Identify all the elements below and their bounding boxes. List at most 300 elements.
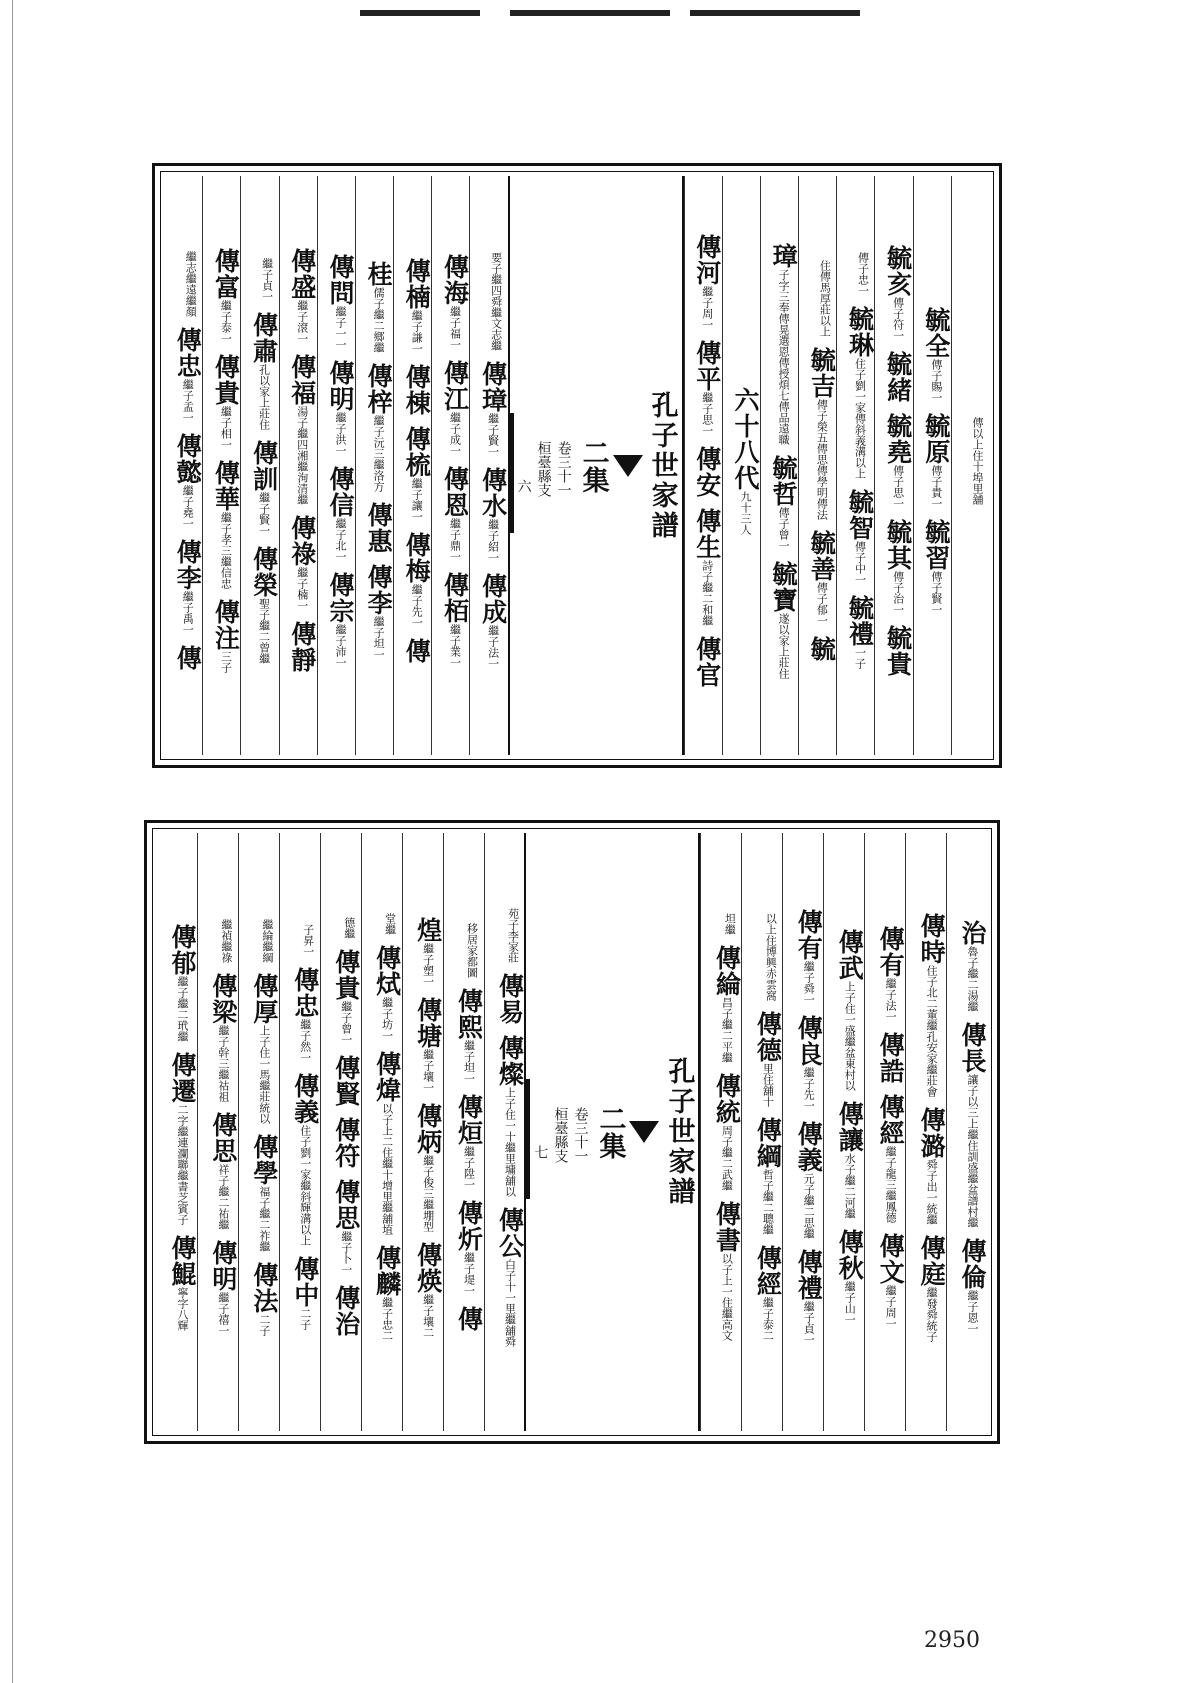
genealogy-entry [440, 571, 470, 668]
genealogy-column [905, 833, 946, 1431]
person-name: 傳靜 [287, 621, 317, 673]
annotation: 移居家都圖 [465, 922, 479, 978]
genealogy-entry [923, 519, 949, 615]
person-name: 傳潞 [917, 1106, 947, 1159]
annotation: 周子繼二武繼 [720, 1125, 734, 1191]
person-name: 傳有 [794, 909, 824, 961]
annotation: 繼子楠一 [295, 567, 309, 611]
annotation: 傳子郁一 [815, 581, 829, 626]
genealogy-entry [292, 1073, 318, 1246]
genealogy-entry [712, 1201, 742, 1341]
person-name: 毓其 [883, 518, 913, 571]
genealogy-entry [327, 572, 353, 668]
annotation: 住子北二董繼孔安家繼莊會 [925, 964, 939, 1097]
annotation: 傳子治一 [891, 570, 905, 615]
annotation: 九十三人 [738, 490, 752, 535]
annotation: 繼子一一 [333, 305, 347, 350]
genealogy-entry [968, 417, 987, 505]
person-name: 傳炘 [454, 1199, 484, 1252]
person-name: 傳訓 [249, 439, 279, 492]
genealogy-entry [769, 454, 799, 551]
annotation: 繼禎繼祿 [219, 918, 233, 963]
genealogy-entry [402, 425, 432, 522]
genealogy-entry [249, 439, 279, 536]
person-name: 傳麟 [372, 1245, 402, 1297]
person-name: 毓善 [807, 529, 837, 582]
person-name: 傳庭 [917, 1234, 947, 1287]
volume-label: 卷三十一 [555, 440, 572, 497]
genealogy-column [874, 176, 912, 755]
genealogy-column [469, 176, 507, 755]
person-name: 傳富 [211, 248, 241, 300]
annotation: 詩子繼二和繼 [700, 559, 714, 626]
annotation: 繼綸繼綱 [260, 918, 274, 963]
center-title-band [524, 833, 700, 1431]
person-name: 傳時 [917, 912, 947, 965]
person-name: 傳注 [211, 599, 241, 651]
genealogy-entry [364, 502, 394, 554]
annotation: 苑子李家莊 [506, 907, 520, 963]
person-name: 傳梳 [402, 425, 432, 478]
person-name: 毓緒 [883, 350, 913, 403]
person-name: 傳棟 [402, 363, 432, 416]
genealogy-column [197, 833, 238, 1431]
genealogy-entry [794, 1121, 824, 1239]
genealogy-entry [289, 621, 315, 673]
genealogy-entry [959, 1022, 985, 1228]
annotation: 繼子俊三繼堋型 [421, 1154, 435, 1232]
annotation: 繼子北一 [333, 517, 347, 562]
genealogy-entry [917, 1106, 947, 1225]
genealogy-entry [211, 354, 241, 450]
person-name: 傳惠 [364, 502, 394, 554]
genealogy-entry [402, 257, 432, 354]
annotation: 繼子泰二 [761, 1297, 775, 1341]
genealogy-column [157, 833, 197, 1431]
annotation: 繼子賢一 [486, 413, 500, 457]
annotation: 繼子相一 [219, 406, 233, 450]
genealogy-entry [883, 350, 913, 403]
annotation: 德繼 [342, 917, 356, 939]
genealogy-entry [694, 340, 720, 436]
person-name: 傳貴 [331, 949, 361, 1001]
genealogy-entry [876, 1093, 906, 1223]
genealogy-page-top [152, 163, 1002, 768]
genealogy-entry [923, 307, 949, 403]
genealogy-column [279, 833, 320, 1431]
genealogy-column [684, 176, 722, 755]
genealogy-entry [769, 242, 799, 445]
genealogy-entry [694, 508, 720, 626]
person-name: 傳誥 [876, 1031, 906, 1084]
genealogy-entry [181, 251, 200, 317]
annotation: 繼子陞一 [462, 1145, 476, 1190]
annotation: 傳子符一 [891, 296, 905, 341]
genealogy-entry [917, 1234, 947, 1342]
annotation: 繼子沅三繼洛方 [372, 415, 386, 492]
annotation: 繼子洪一 [333, 411, 347, 456]
genealogy-entry [835, 1101, 865, 1219]
annotation: 祥子繼二祐繼 [216, 1163, 230, 1230]
person-name: 傳武 [835, 929, 865, 981]
genealogy-entry [440, 465, 470, 562]
genealogy-entry [794, 1015, 824, 1111]
person-name: 六十八代 [730, 386, 760, 491]
genealogy-entry [917, 912, 947, 1097]
annotation: 繼子成一 [448, 411, 462, 456]
genealogy-entry [331, 1055, 361, 1107]
genealogy-entry [712, 945, 742, 1063]
genealogy-column [798, 176, 836, 755]
genealogy-entry [327, 466, 353, 562]
genealogy-entry [372, 1051, 402, 1235]
annotation: 寧字八輝 [175, 1286, 189, 1331]
genealogy-entry [292, 1256, 318, 1330]
genealogy-column [951, 176, 989, 755]
genealogy-entry [413, 1102, 443, 1232]
genealogy-entry [720, 913, 739, 935]
person-name: 傳統 [712, 1073, 742, 1125]
genealogy-column [722, 176, 760, 755]
annotation: 繼子忠二 [380, 1297, 394, 1341]
annotation: 繼子禧一 [216, 1291, 230, 1336]
center-rule [510, 413, 514, 533]
person-name: 傳懿 [173, 432, 203, 485]
person-name: 傳問 [325, 253, 355, 306]
annotation: 二子 [257, 1313, 271, 1336]
annotation: 三子 [219, 651, 233, 673]
genealogy-entry [169, 1052, 195, 1225]
annotation: 孔以家上莊住 [257, 363, 271, 430]
person-name: 傳易 [495, 972, 525, 1025]
person-name: 傳烒 [372, 945, 402, 997]
genealogy-entry [845, 595, 875, 669]
genealogy-entry [364, 564, 394, 660]
annotation: 繼子壤二 [421, 1293, 435, 1338]
genealogy-entry [478, 361, 508, 457]
person-name: 傳秋 [835, 1229, 865, 1281]
person-name: 璋 [769, 242, 799, 269]
annotation: 繼子讓一 [410, 477, 424, 522]
genealogy-entry [959, 920, 985, 1012]
annotation: 湯子繼四湘繼洵清繼 [295, 406, 309, 505]
annotation: 繼子龍三繼鳳德 [884, 1145, 898, 1223]
genealogy-entry [876, 1031, 906, 1084]
person-name: 傳 [173, 644, 203, 671]
person-name: 傳讓 [835, 1101, 865, 1153]
annotation: 以子上二住繼十增里繼舖埴 [380, 1103, 394, 1235]
genealogy-column [946, 833, 987, 1431]
genealogy-entry [413, 916, 443, 987]
branch-label: 桓臺縣支 [552, 1107, 569, 1163]
annotation: 讓子以三上繼住訓盛繼盆譜村繼 [966, 1074, 979, 1228]
person-name: 傳栢 [440, 571, 470, 624]
person-name: 傳平 [692, 339, 722, 392]
person-name: 傳河 [692, 233, 722, 286]
annotation: 子昇一 [301, 924, 315, 957]
person-name: 傳文 [876, 1232, 906, 1285]
person-name: 傳安 [692, 445, 722, 498]
genealogy-column [238, 833, 279, 1431]
genealogy-entry [340, 917, 359, 939]
person-name: 傳盛 [287, 248, 317, 300]
annotation: 繼子山一 [843, 1281, 857, 1325]
folio-number: 七 [532, 1145, 549, 1159]
person-name: 傳梅 [402, 531, 432, 584]
annotation: 繼子壤一 [421, 1048, 435, 1093]
person-name: 傳貴 [211, 354, 241, 406]
section-label: 二集 [594, 1105, 626, 1159]
person-name: 毓習 [921, 518, 951, 571]
annotation: 傳子思一 [891, 464, 905, 509]
annotation: 福子繼二祚繼 [257, 1185, 271, 1252]
genealogy-entry [402, 531, 432, 628]
person-name: 傳明 [208, 1239, 238, 1292]
person-name: 傳法 [249, 1261, 279, 1314]
genealogy-column [864, 833, 905, 1431]
annotation: 繼子法一 [884, 977, 898, 1022]
person-name: 傳厚 [249, 972, 279, 1025]
person-name: 傳有 [876, 925, 906, 978]
genealogy-column [279, 176, 317, 755]
genealogy-entry [478, 573, 508, 669]
genealogy-entry [495, 1034, 525, 1197]
person-name: 毓哲 [769, 454, 799, 507]
annotation: 水子繼二河繼 [843, 1153, 857, 1219]
person-name: 毓禮 [845, 595, 875, 647]
genealogy-entry [381, 913, 400, 935]
person-name: 傳德 [753, 1011, 783, 1063]
person-name: 桂 [364, 261, 394, 287]
person-name: 傳楠 [402, 257, 432, 310]
genealogy-entry [289, 248, 315, 344]
person-name: 傳炳 [413, 1102, 443, 1155]
genealogy-entry [807, 529, 837, 626]
person-name: 毓全 [921, 306, 951, 359]
genealogy-column [443, 833, 484, 1431]
genealogy-entry [364, 363, 394, 492]
section-label: 二集 [577, 438, 609, 493]
annotation: 繼子恩一 [966, 1290, 979, 1334]
person-name: 治 [958, 920, 987, 946]
annotation: 繼子坊一 [380, 997, 394, 1041]
genealogy-entry [251, 1262, 277, 1336]
annotation: 上子住一盛繼盆東村以 [843, 981, 857, 1091]
person-name: 傳李 [364, 564, 394, 616]
annotation: 繼子然一 [298, 1019, 312, 1063]
annotation: 子字三奉傳晃選恩傳授煩七傳品遠職 [777, 268, 791, 445]
genealogy-entry [807, 635, 837, 662]
genealogy-entry [210, 1112, 236, 1230]
person-name: 傳榮 [249, 545, 279, 598]
genealogy-entry [440, 253, 470, 350]
genealogy-column [320, 833, 361, 1431]
person-name: 傳明 [325, 359, 355, 412]
genealogy-entry [440, 359, 470, 456]
annotation: 儒子繼二鄉繼 [372, 287, 386, 353]
genealogy-entry [876, 1232, 906, 1329]
genealogy-entry [331, 1179, 361, 1275]
genealogy-entry [454, 987, 484, 1084]
person-name: 毓琳 [845, 306, 875, 358]
person-name: 傳梓 [364, 363, 394, 415]
person-name: 傳祿 [287, 515, 317, 567]
annotation: 繼子法一 [486, 625, 500, 669]
person-name: 傳生 [692, 507, 722, 560]
person-name: 傳華 [211, 460, 241, 512]
top-cropped-ink [30, 10, 930, 18]
genealogy-entry [327, 254, 353, 350]
annotation: 繼發舜統子 [925, 1286, 939, 1342]
genealogy-entry [327, 360, 353, 456]
person-name: 傳賢 [331, 1055, 361, 1107]
genealogy-entry [454, 1305, 484, 1332]
volume-label: 卷三十一 [572, 1107, 589, 1163]
person-name: 傳義 [290, 1073, 320, 1125]
genealogy-entry [251, 1134, 277, 1252]
genealogy-entry [258, 919, 277, 963]
fish-tail-mark [629, 1121, 659, 1143]
genealogy-column [202, 176, 240, 755]
annotation: 聖子繼二曾繼 [257, 597, 271, 664]
person-name: 傳鯤 [167, 1234, 197, 1287]
person-name: 傳燦 [495, 1034, 525, 1087]
branch-label: 桓臺縣支 [535, 440, 552, 497]
genealogy-entry [210, 1240, 236, 1336]
genealogy-entry [495, 972, 525, 1025]
genealogy-entry [413, 1241, 443, 1338]
person-name: 傳海 [440, 253, 470, 306]
genealogy-entry [959, 1238, 985, 1334]
genealogy-entry [753, 1245, 783, 1341]
annotation: 以上住博興赤雲窩 [764, 913, 778, 1001]
genealogy-entry [503, 908, 522, 963]
genealogy-entry [364, 261, 394, 353]
genealogy-column [913, 176, 951, 755]
person-name: 傳中 [290, 1256, 320, 1308]
genealogy-entry [289, 515, 315, 611]
genealogy-entry [883, 244, 913, 341]
annotation: 繼子繼二玳繼 [175, 975, 189, 1042]
annotation: 繼子幹三繼祜祖 [216, 1024, 230, 1102]
person-name: 毓寶 [769, 560, 799, 613]
genealogy-entry [413, 996, 443, 1093]
genealogy-entry [454, 1199, 484, 1296]
genealogy-entry [289, 354, 315, 505]
fish-tail-mark [613, 455, 643, 477]
person-name: 傳倫 [958, 1238, 987, 1290]
annotation: 要子繼四舜繼文志繼 [489, 252, 503, 351]
genealogy-column [393, 176, 431, 755]
person-name: 毓 [807, 635, 837, 662]
genealogy-column [431, 176, 469, 755]
annotation: 傳以上住十埠里舖 [971, 416, 984, 505]
annotation: 昌子繼二平繼 [720, 997, 734, 1063]
annotation: 傳子賜一 [929, 358, 943, 403]
column-container [157, 833, 987, 1431]
genealogy-entry [845, 489, 875, 585]
person-name: 傳符 [331, 1117, 361, 1169]
annotation: 魯子繼二湯繼 [966, 946, 979, 1012]
annotation: 繼子周一 [700, 285, 714, 330]
person-name: 傳煒 [372, 1051, 402, 1103]
genealogy-entry [173, 644, 203, 671]
person-name: 傳郁 [167, 923, 197, 976]
annotation: 繼子周一 [884, 1284, 898, 1329]
genealogy-entry [495, 1206, 525, 1347]
annotation: 二字繼連瀾聯繼書芝賓子 [175, 1103, 189, 1225]
annotation: 繼子坦一 [372, 616, 386, 660]
annotation: 繼子泰一 [219, 300, 233, 344]
person-name: 傳璋 [478, 361, 508, 413]
person-name: 毓亥 [883, 244, 913, 297]
annotation: 繼子先一 [802, 1067, 816, 1111]
annotation: 繼子貞一 [802, 1301, 816, 1345]
annotation: 繼子孝三繼信忠 [219, 512, 233, 589]
annotation: 元子繼二思繼 [802, 1173, 816, 1239]
person-name: 傳良 [794, 1015, 824, 1067]
person-name: 傳經 [876, 1093, 906, 1146]
genealogy-entry [487, 252, 506, 351]
genealogy-column [741, 833, 782, 1431]
genealogy-entry [292, 967, 318, 1063]
person-name: 傳塘 [413, 996, 443, 1049]
annotation: 一子 [853, 647, 867, 669]
genealogy-column [484, 833, 525, 1431]
annotation: 傳子中一 [853, 541, 867, 585]
annotation: 繼子塑一 [421, 942, 435, 987]
person-name: 傳綸 [712, 945, 742, 997]
genealogy-entry [331, 1285, 361, 1337]
annotation: 繼子舜一 [802, 961, 816, 1005]
person-name: 傳長 [958, 1022, 987, 1074]
person-name: 傳忠 [290, 967, 320, 1019]
person-name: 傳恩 [440, 465, 470, 518]
genealogy-entry [883, 412, 913, 509]
person-name: 傳李 [173, 538, 203, 591]
person-name: 傳義 [794, 1121, 824, 1173]
genealogy-entry [372, 945, 402, 1041]
genealogy-entry [331, 949, 361, 1045]
annotation: 繼子鼎一 [448, 517, 462, 562]
genealogy-entry [173, 432, 203, 529]
annotation: 繼子堯一 [181, 484, 195, 529]
folio-number: 六 [515, 478, 532, 493]
genealogy-column [836, 176, 874, 755]
annotation: 繼子謙一 [410, 309, 424, 354]
annotation: 住子劉一家傳斜義溝以上 [853, 358, 867, 479]
center-title-band [508, 176, 684, 755]
annotation: 繼子卜一 [339, 1231, 353, 1275]
person-name: 傳福 [287, 354, 317, 406]
genealogy-column [782, 833, 823, 1431]
person-name: 傳思 [208, 1111, 238, 1164]
genealogy-entry [258, 258, 277, 302]
genealogy-entry [815, 260, 834, 337]
person-name: 傳烜 [454, 1093, 484, 1146]
person-name: 傳思 [331, 1179, 361, 1231]
genealogy-entry [372, 1245, 402, 1341]
person-name: 傳水 [478, 467, 508, 519]
person-name: 毓堯 [883, 412, 913, 465]
book-title: 孔子世家譜 [646, 390, 678, 541]
genealogy-entry [249, 311, 279, 430]
person-name: 毓吉 [807, 346, 837, 399]
genealogy-entry [753, 1011, 783, 1107]
person-name: 傳治 [331, 1285, 361, 1337]
genealogy-column [361, 833, 402, 1431]
annotation: 繼志繼遠繼顏 [184, 250, 198, 317]
